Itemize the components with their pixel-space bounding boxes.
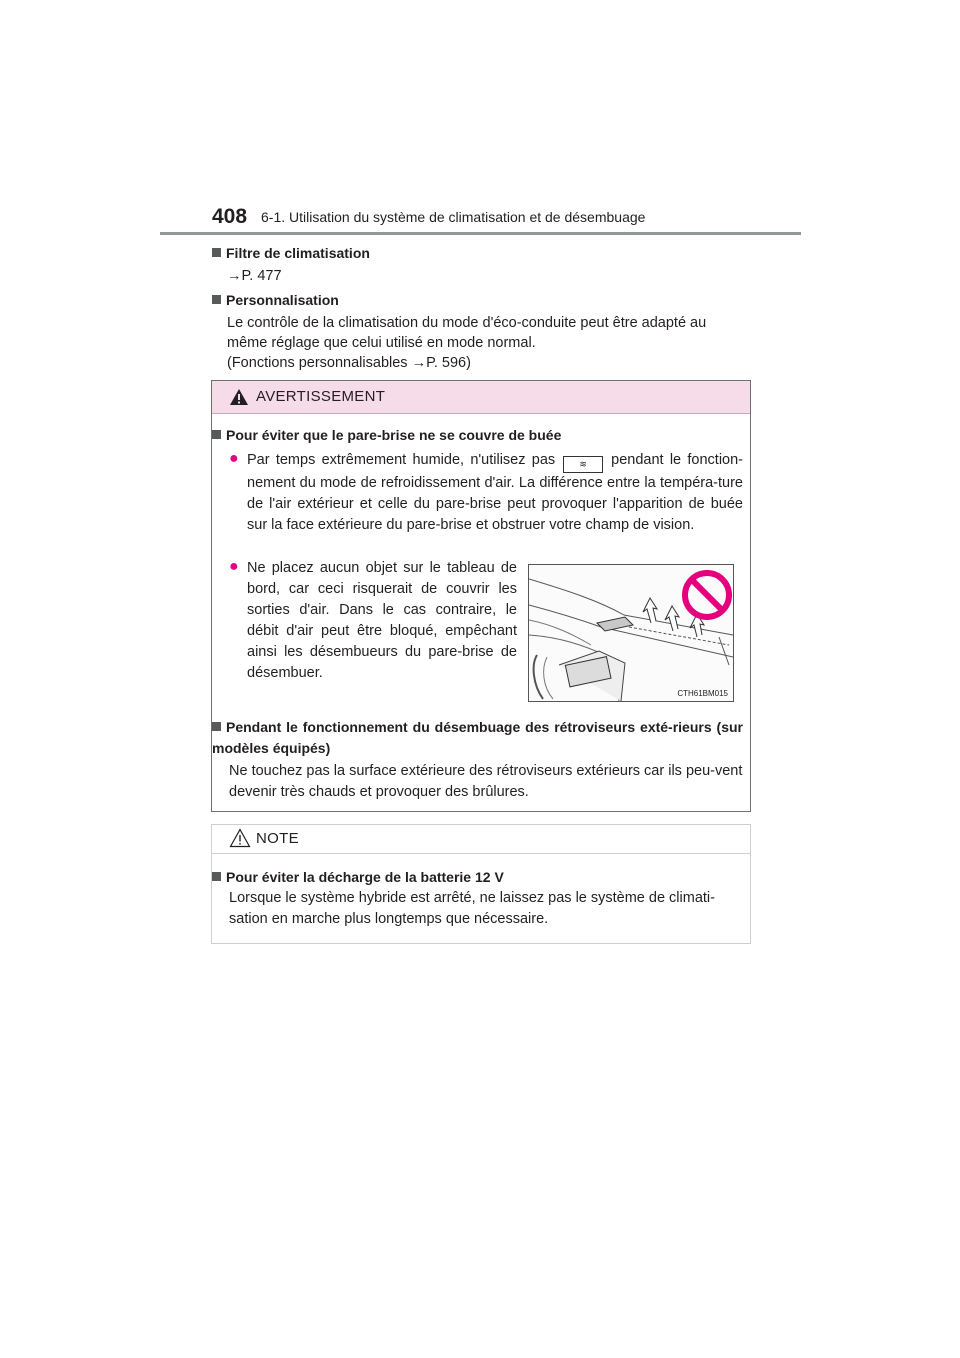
warning-title: AVERTISSEMENT (256, 388, 386, 405)
warning-heading: Pour éviter que le pare-brise ne se couvre de buée (212, 425, 561, 445)
section-heading: Filtre de climatisation (212, 243, 370, 263)
warning-heading: Pendant le fonctionnement du désembuage des rétroviseurs exté-rieurs (sur modèles équipés) (212, 719, 743, 756)
header-rule (160, 232, 801, 235)
page-reference: →P. 477 (227, 268, 282, 284)
caution-triangle-icon (229, 828, 251, 848)
note-title: NOTE (256, 830, 299, 847)
warning-triangle-icon (229, 388, 249, 406)
section-heading: Personnalisation (212, 290, 339, 310)
section-body: Le contrôle de la climatisation du mode d'éco-conduite peut être adapté au même réglage que celui utilisé en mode normal. (Fonctions personnalisables →P. 596) (227, 315, 707, 371)
warning-bullet: ● Par temps extrêmement humide, n'utilisez pas ≋ pendant le fonction- nement du mode de refroidissement d'air. La différence entre la tempéra-ture de l'air extérieur et celle du pare-brise peut provoquer l'apparition de buée sur la face extérieure du pare-brise et obstruer votre champ de vision. (229, 450, 743, 533)
warning-header (212, 381, 750, 414)
square-bullet-icon (212, 872, 221, 881)
note-header (212, 825, 750, 854)
bullet-dot-icon: ● (229, 450, 239, 467)
section-title: 6-1. Utilisation du système de climatisation et de désembuage (261, 209, 646, 225)
square-bullet-icon (212, 248, 221, 257)
figure-code: CTH61BM015 (677, 689, 728, 698)
square-bullet-icon (212, 295, 221, 304)
square-bullet-icon (212, 430, 221, 439)
page-number: 408 (212, 205, 248, 228)
dashboard-illustration (528, 564, 734, 702)
note-box (211, 824, 751, 944)
note-heading: Pour éviter la décharge de la batterie 12 V (212, 867, 504, 887)
bullet-dot-icon: ● (229, 558, 239, 575)
warning-body: Ne touchez pas la surface extérieure des rétroviseurs extérieurs car ils peu-vent devenir très chauds et provoquer des brûlures. (229, 763, 743, 800)
warning-bullet: ● Ne placez aucun objet sur le tableau de bord, car ceci risquerait de couvrir les sorties d'air. Dans le cas contraire, le débit d'air peut être bloqué, empêchant ainsi les désembueurs du pare-brise de désembuer. (229, 558, 517, 681)
defrost-switch-icon: ≋ (563, 456, 603, 473)
square-bullet-icon (212, 722, 221, 731)
note-body: Lorsque le système hybride est arrêté, ne laissez pas le système de climati-sation en marche plus longtemps que nécessaire. (229, 890, 715, 927)
dashboard-vents-drawing (529, 565, 733, 701)
